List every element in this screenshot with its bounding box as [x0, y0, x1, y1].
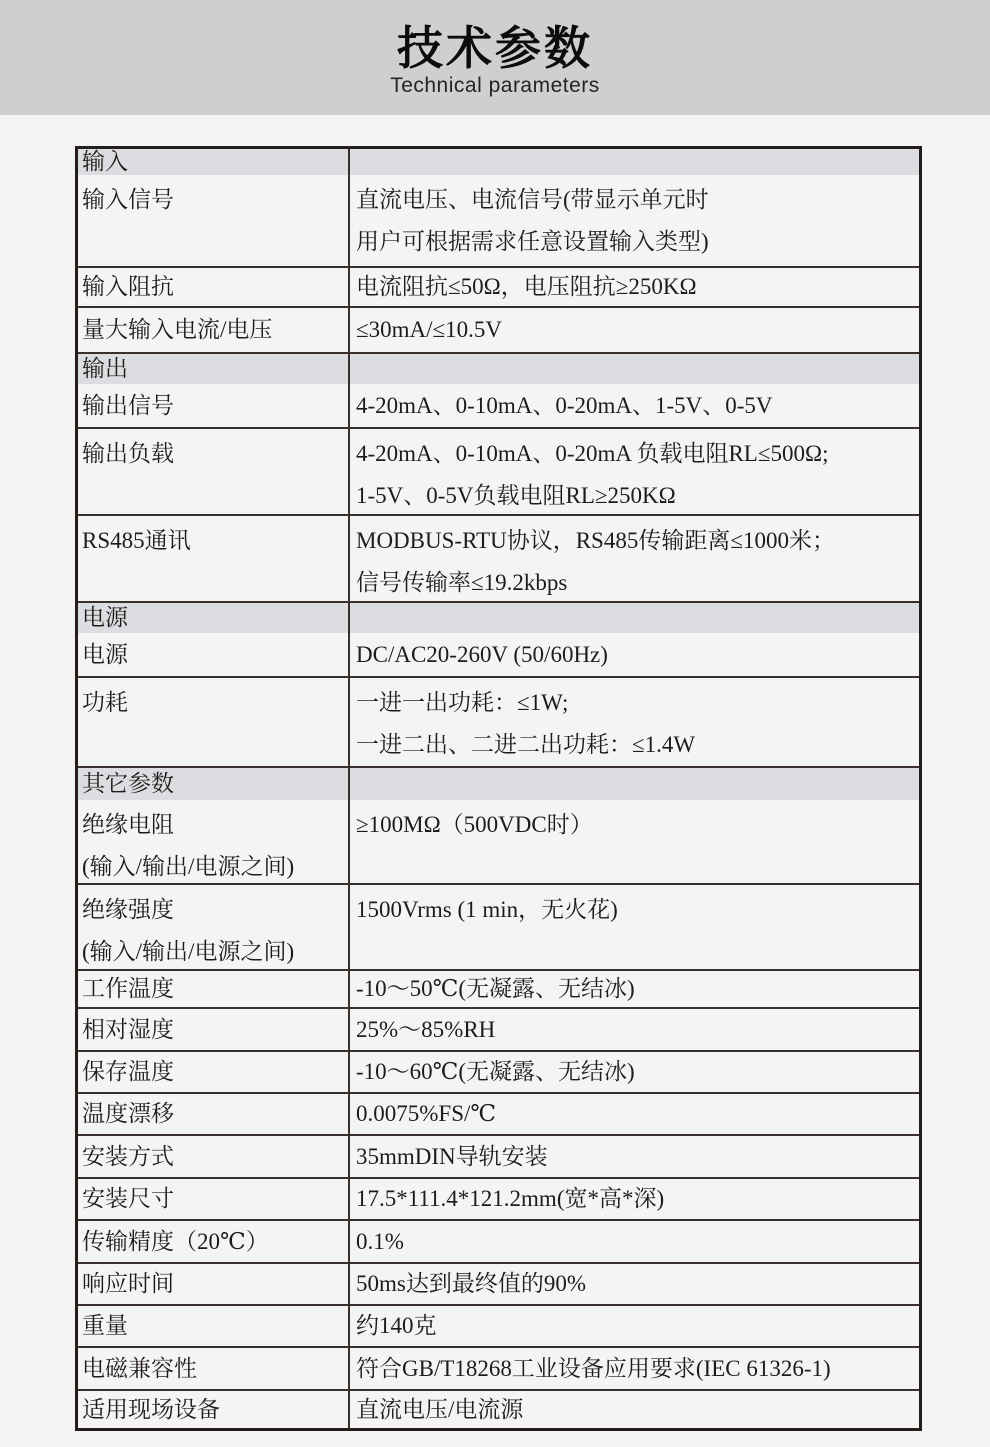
table-row — [78, 1179, 919, 1221]
table-row — [78, 175, 919, 268]
param-value — [350, 1264, 919, 1304]
param-value — [350, 1391, 919, 1428]
param-label — [78, 1264, 350, 1304]
text-line: 电源 — [82, 641, 128, 667]
text-line: 35mmDIN导轨安装 — [356, 1143, 548, 1169]
title-block — [390, 18, 600, 97]
param-label — [78, 800, 350, 883]
text-line: 输出负载 — [82, 441, 174, 466]
page-title: 技术参数 — [397, 21, 593, 74]
table-row — [78, 1136, 919, 1179]
table-row — [78, 1094, 919, 1136]
page-subtitle: Technical parameters — [390, 74, 600, 98]
section-label — [78, 603, 350, 633]
param-value — [350, 800, 919, 883]
text-line: 输入信号 — [82, 187, 174, 212]
text-line: RS485通讯 — [82, 528, 191, 553]
text-line: 一进一出功耗：≤1W; — [356, 690, 569, 715]
section-row — [78, 603, 919, 633]
param-label — [78, 1179, 350, 1219]
table-row — [78, 1221, 919, 1264]
param-label — [78, 1094, 350, 1134]
text-line: (输入/输出/电源之间) — [82, 939, 295, 964]
text-line: 0.0075%FS/℃ — [356, 1101, 497, 1127]
param-label — [78, 1306, 350, 1346]
text-line: 功耗 — [82, 690, 128, 715]
text-line: -10～60℃(无凝露、无结冰) — [356, 1059, 635, 1085]
table-row — [78, 516, 919, 603]
table-row — [78, 1009, 919, 1052]
param-value — [350, 429, 919, 514]
text-line: 安装尺寸 — [82, 1186, 174, 1212]
section-spacer — [350, 354, 919, 384]
text-line: 传输精度（20℃） — [82, 1228, 269, 1254]
param-value — [350, 1221, 919, 1262]
header-band — [0, 0, 990, 115]
table-row — [78, 268, 919, 308]
text-line: 约140克 — [356, 1313, 437, 1339]
text-line: 保存温度 — [82, 1059, 174, 1085]
text-line: 1-5V、0-5V负载电阻RL≥250KΩ — [356, 483, 676, 508]
text-line: 一进二出、二进二出功耗：≤1.4W — [356, 732, 696, 757]
table-row — [78, 1306, 919, 1348]
param-label — [78, 1136, 350, 1177]
section-row — [78, 149, 919, 175]
table-row — [78, 1052, 919, 1094]
table-row — [78, 678, 919, 768]
spec-table — [75, 146, 922, 1431]
table-row — [78, 1348, 919, 1391]
text-line: 响应时间 — [82, 1271, 174, 1297]
table-row — [78, 1264, 919, 1306]
text-line: 4-20mA、0-10mA、0-20mA、1-5V、0-5V — [356, 392, 773, 418]
text-line: 1500Vrms (1 min，无火花) — [356, 897, 618, 922]
text-line: (输入/输出/电源之间) — [82, 854, 295, 879]
text-line: 适用现场设备 — [82, 1396, 220, 1422]
param-value — [350, 1136, 919, 1177]
section-row — [78, 354, 919, 384]
table-row — [78, 800, 919, 885]
param-label — [78, 1009, 350, 1050]
param-value — [350, 384, 919, 427]
section-label — [78, 768, 350, 800]
param-value — [350, 175, 919, 266]
param-value — [350, 1094, 919, 1134]
param-value — [350, 516, 919, 601]
text-line: 温度漂移 — [82, 1101, 174, 1127]
text-line: ≤30mA/≤10.5V — [356, 317, 502, 343]
param-label — [78, 1348, 350, 1389]
param-value — [350, 1009, 919, 1050]
text-line: 0.1% — [356, 1228, 404, 1254]
param-value — [350, 678, 919, 766]
text-line: 用户可根据需求任意设置输入类型) — [356, 229, 709, 254]
section-spacer — [350, 768, 919, 800]
text-line: 绝缘强度 — [82, 897, 174, 922]
text-line: 其它参数 — [82, 771, 174, 797]
text-line: 电磁兼容性 — [82, 1355, 197, 1381]
section-label — [78, 149, 350, 175]
param-value — [350, 1306, 919, 1346]
table-row — [78, 308, 919, 354]
param-label — [78, 1391, 350, 1428]
param-value — [350, 268, 919, 306]
text-line: 输入阻抗 — [82, 274, 174, 300]
table-row — [78, 633, 919, 678]
param-label — [78, 633, 350, 676]
text-line: 输出信号 — [82, 392, 174, 418]
param-value — [350, 633, 919, 676]
text-line: ≥100MΩ（500VDC时） — [356, 812, 593, 837]
param-label — [78, 175, 350, 266]
param-label — [78, 1221, 350, 1262]
param-value — [350, 1348, 919, 1389]
text-line: 重量 — [82, 1313, 128, 1339]
param-label — [78, 268, 350, 306]
param-label — [78, 678, 350, 766]
param-value — [350, 971, 919, 1007]
table-row — [78, 429, 919, 516]
param-label — [78, 1052, 350, 1092]
text-line: 17.5*111.4*121.2mm(宽*高*深) — [356, 1186, 665, 1212]
section-spacer — [350, 603, 919, 633]
text-line: 绝缘电阻 — [82, 812, 174, 837]
text-line: 直流电压/电流源 — [356, 1396, 524, 1422]
text-line: MODBUS-RTU协议，RS485传输距离≤1000米； — [356, 528, 835, 553]
section-label — [78, 354, 350, 384]
param-label — [78, 516, 350, 601]
param-label — [78, 308, 350, 352]
table-row — [78, 971, 919, 1009]
param-value — [350, 308, 919, 352]
text-line: 电源 — [82, 605, 128, 631]
table-row — [78, 1391, 919, 1428]
text-line: DC/AC20-260V (50/60Hz) — [356, 641, 608, 667]
text-line: 直流电压、电流信号(带显示单元时 — [356, 187, 709, 212]
text-line: 符合GB/T18268工业设备应用要求(IEC 61326-1) — [356, 1355, 831, 1381]
param-value — [350, 1052, 919, 1092]
text-line: 电流阻抗≤50Ω，电压阻抗≥250KΩ — [356, 274, 697, 300]
text-line: 量大输入电流/电压 — [82, 317, 273, 343]
text-line: 安装方式 — [82, 1143, 174, 1169]
text-line: 4-20mA、0-10mA、0-20mA 负载电阻RL≤500Ω; — [356, 441, 829, 466]
table-row — [78, 384, 919, 429]
text-line: 信号传输率≤19.2kbps — [356, 570, 568, 595]
param-value — [350, 1179, 919, 1219]
text-line: 输入 — [82, 149, 128, 175]
param-label — [78, 885, 350, 969]
text-line: 25%～85%RH — [356, 1016, 496, 1042]
text-line: 50ms达到最终值的90% — [356, 1271, 586, 1297]
param-label — [78, 971, 350, 1007]
param-value — [350, 885, 919, 969]
text-line: -10～50℃(无凝露、无结冰) — [356, 976, 635, 1002]
text-line: 输出 — [82, 356, 128, 382]
text-line: 工作温度 — [82, 976, 174, 1002]
table-row — [78, 885, 919, 971]
text-line: 相对湿度 — [82, 1016, 174, 1042]
param-label — [78, 429, 350, 514]
section-spacer — [350, 149, 919, 175]
section-row — [78, 768, 919, 800]
param-label — [78, 384, 350, 427]
